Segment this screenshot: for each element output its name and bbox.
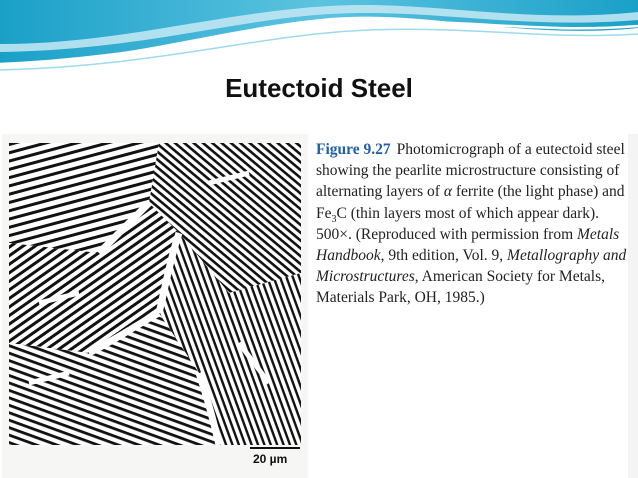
slide-title: Eutectoid Steel — [225, 73, 413, 103]
caption-subscript: 3 — [331, 213, 337, 225]
right-edge-panel — [628, 134, 638, 478]
caption-text-3: C (thin layers most of which appear dark). 500×. (Reproduced with permission from — [316, 204, 600, 243]
caption-source-1: Metals Handbook — [316, 225, 620, 265]
caption-source-2: Metallography and Microstructures — [316, 247, 627, 286]
caption-text-2: ferrite (the light phase) and Fe — [316, 183, 625, 222]
caption-text-1: Photomicrograph of a eutectoid steel showing the pearlite microstructure consisting of alternating layers of — [316, 141, 625, 201]
figure-panel — [2, 134, 308, 478]
scale-bar — [250, 447, 300, 449]
pearlite-micrograph — [9, 143, 301, 445]
caption-text-4: , 9th edition, Vol. 9, — [380, 247, 508, 265]
caption-text-5: , American Society for Metals, Materials Park, OH, 1985.) — [316, 268, 605, 307]
figure-caption — [316, 139, 628, 309]
header-wave-decoration — [0, 0, 638, 80]
caption-alpha: α — [443, 183, 452, 201]
scale-bar-label: 20 µm — [253, 452, 288, 466]
figure-number: Figure 9.27 — [316, 141, 391, 158]
